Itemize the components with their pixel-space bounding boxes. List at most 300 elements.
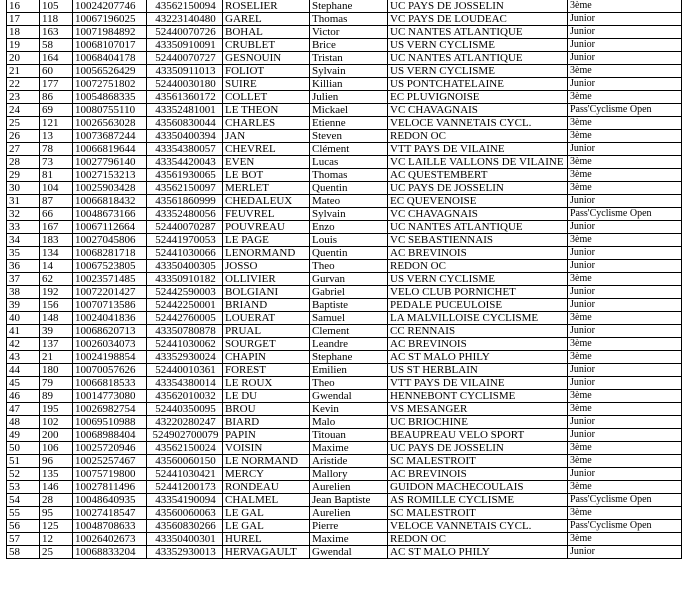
first-name-cell: Enzo: [310, 221, 388, 234]
first-name-cell: Gurvan: [310, 273, 388, 286]
uci-id-cell: 524902700079: [147, 429, 223, 442]
last-name-cell: SUIRE: [223, 78, 310, 91]
uci-id-cell: 43352481001: [147, 104, 223, 117]
table-row: [7, 286, 682, 299]
table-row: [7, 273, 682, 286]
category-cell: 3ème: [568, 312, 682, 325]
first-name-cell: Stephane: [310, 0, 388, 13]
uci-id-cell: 43354190094: [147, 494, 223, 507]
table-row: [7, 65, 682, 78]
last-name-cell: BRIAND: [223, 299, 310, 312]
rank-cell: 19: [7, 39, 40, 52]
bib-number-cell: 164: [40, 52, 73, 65]
club-cell: VELO CLUB PORNICHET: [388, 286, 568, 299]
club-cell: AC QUESTEMBERT: [388, 169, 568, 182]
first-name-cell: Mateo: [310, 195, 388, 208]
bib-number-cell: 118: [40, 13, 73, 26]
club-cell: REDON OC: [388, 260, 568, 273]
table-row: [7, 468, 682, 481]
table-row: [7, 338, 682, 351]
category-cell: Junior: [568, 377, 682, 390]
licence-number-cell: 10072751802: [73, 78, 147, 91]
club-cell: UC PAYS DE JOSSELIN: [388, 0, 568, 13]
last-name-cell: GESNOUIN: [223, 52, 310, 65]
last-name-cell: BOLGIANI: [223, 286, 310, 299]
uci-id-cell: 52441200173: [147, 481, 223, 494]
table-row: [7, 520, 682, 533]
first-name-cell: Theo: [310, 260, 388, 273]
club-cell: US VERN CYCLISME: [388, 273, 568, 286]
bib-number-cell: 66: [40, 208, 73, 221]
uci-id-cell: 43562150094: [147, 0, 223, 13]
club-cell: PEDALE PUCEULOISE: [388, 299, 568, 312]
uci-id-cell: 43561930065: [147, 169, 223, 182]
rank-cell: 40: [7, 312, 40, 325]
category-cell: 3ème: [568, 0, 682, 13]
licence-number-cell: 10048640935: [73, 494, 147, 507]
rank-cell: 24: [7, 104, 40, 117]
rank-cell: 18: [7, 26, 40, 39]
uci-id-cell: 43352930024: [147, 351, 223, 364]
last-name-cell: POUVREAU: [223, 221, 310, 234]
table-row: [7, 507, 682, 520]
last-name-cell: HUREL: [223, 533, 310, 546]
bib-number-cell: 96: [40, 455, 73, 468]
club-cell: AC BREVINOIS: [388, 468, 568, 481]
rank-cell: 50: [7, 442, 40, 455]
category-cell: 3ème: [568, 273, 682, 286]
first-name-cell: Clément: [310, 143, 388, 156]
uci-id-cell: 43561360172: [147, 91, 223, 104]
uci-id-cell: 43350400301: [147, 533, 223, 546]
table-row: [7, 247, 682, 260]
licence-number-cell: 10023571485: [73, 273, 147, 286]
category-cell: Junior: [568, 26, 682, 39]
rank-cell: 17: [7, 13, 40, 26]
uci-id-cell: 43350910182: [147, 273, 223, 286]
club-cell: AC BREVINOIS: [388, 338, 568, 351]
table-row: [7, 195, 682, 208]
bib-number-cell: 148: [40, 312, 73, 325]
table-row: [7, 377, 682, 390]
uci-id-cell: 43354380057: [147, 143, 223, 156]
table-row: [7, 117, 682, 130]
table-row: [7, 533, 682, 546]
category-cell: Junior: [568, 221, 682, 234]
licence-number-cell: 10068833204: [73, 546, 147, 559]
licence-number-cell: 10026402673: [73, 533, 147, 546]
category-cell: Junior: [568, 546, 682, 559]
licence-number-cell: 10025720946: [73, 442, 147, 455]
first-name-cell: Maxime: [310, 442, 388, 455]
uci-id-cell: 43561860999: [147, 195, 223, 208]
club-cell: EC QUEVENOISE: [388, 195, 568, 208]
bib-number-cell: 121: [40, 117, 73, 130]
rank-cell: 34: [7, 234, 40, 247]
rank-cell: 23: [7, 91, 40, 104]
last-name-cell: FOLIOT: [223, 65, 310, 78]
category-cell: Junior: [568, 143, 682, 156]
rank-cell: 54: [7, 494, 40, 507]
rank-cell: 26: [7, 130, 40, 143]
rank-cell: 37: [7, 273, 40, 286]
first-name-cell: Thomas: [310, 169, 388, 182]
last-name-cell: PRUAL: [223, 325, 310, 338]
table-row: [7, 104, 682, 117]
first-name-cell: Titouan: [310, 429, 388, 442]
first-name-cell: Gwendal: [310, 390, 388, 403]
first-name-cell: Louis: [310, 234, 388, 247]
first-name-cell: Stephane: [310, 351, 388, 364]
last-name-cell: RONDEAU: [223, 481, 310, 494]
uci-id-cell: 43560060063: [147, 507, 223, 520]
uci-id-cell: 52440010361: [147, 364, 223, 377]
licence-number-cell: 10071984892: [73, 26, 147, 39]
licence-number-cell: 10025903428: [73, 182, 147, 195]
uci-id-cell: 52442590003: [147, 286, 223, 299]
bib-number-cell: 125: [40, 520, 73, 533]
licence-number-cell: 10048673166: [73, 208, 147, 221]
last-name-cell: LE GAL: [223, 520, 310, 533]
rank-cell: 22: [7, 78, 40, 91]
uci-id-cell: 43350400305: [147, 260, 223, 273]
club-cell: SC MALESTROIT: [388, 455, 568, 468]
uci-id-cell: 43223140480: [147, 13, 223, 26]
first-name-cell: Samuel: [310, 312, 388, 325]
results-table: [6, 0, 682, 559]
club-cell: VELOCE VANNETAIS CYCL.: [388, 520, 568, 533]
rank-cell: 21: [7, 65, 40, 78]
last-name-cell: CHEVREL: [223, 143, 310, 156]
rank-cell: 36: [7, 260, 40, 273]
club-cell: US VERN CYCLISME: [388, 39, 568, 52]
category-cell: Pass'Cyclisme Open: [568, 494, 682, 507]
last-name-cell: LOUERAT: [223, 312, 310, 325]
club-cell: VC SEBASTIENNAIS: [388, 234, 568, 247]
table-row: [7, 325, 682, 338]
rank-cell: 43: [7, 351, 40, 364]
bib-number-cell: 69: [40, 104, 73, 117]
category-cell: 3ème: [568, 156, 682, 169]
rank-cell: 38: [7, 286, 40, 299]
uci-id-cell: 52440030180: [147, 78, 223, 91]
category-cell: Junior: [568, 39, 682, 52]
table-row: [7, 169, 682, 182]
first-name-cell: Quentin: [310, 182, 388, 195]
uci-id-cell: 43352930013: [147, 546, 223, 559]
bib-number-cell: 95: [40, 507, 73, 520]
first-name-cell: Quentin: [310, 247, 388, 260]
table-row: [7, 234, 682, 247]
bib-number-cell: 137: [40, 338, 73, 351]
bib-number-cell: 21: [40, 351, 73, 364]
category-cell: 3ème: [568, 65, 682, 78]
rank-cell: 25: [7, 117, 40, 130]
uci-id-cell: 43350400394: [147, 130, 223, 143]
category-cell: Junior: [568, 468, 682, 481]
table-row: [7, 481, 682, 494]
club-cell: AC BREVINOIS: [388, 247, 568, 260]
club-cell: LA MALVILLOISE CYCLISME: [388, 312, 568, 325]
last-name-cell: LE DU: [223, 390, 310, 403]
licence-number-cell: 10024041836: [73, 312, 147, 325]
club-cell: UC NANTES ATLANTIQUE: [388, 26, 568, 39]
last-name-cell: JAN: [223, 130, 310, 143]
club-cell: UC BRIOCHINE: [388, 416, 568, 429]
last-name-cell: JOSSO: [223, 260, 310, 273]
table-row: [7, 0, 682, 13]
last-name-cell: LE THEON: [223, 104, 310, 117]
category-cell: 3ème: [568, 234, 682, 247]
category-cell: Junior: [568, 364, 682, 377]
first-name-cell: Victor: [310, 26, 388, 39]
category-cell: Junior: [568, 78, 682, 91]
first-name-cell: Thomas: [310, 13, 388, 26]
results-table-body: [7, 0, 682, 559]
first-name-cell: Gabriel: [310, 286, 388, 299]
table-row: [7, 52, 682, 65]
licence-number-cell: 10024207746: [73, 0, 147, 13]
table-row: [7, 91, 682, 104]
category-cell: Junior: [568, 286, 682, 299]
licence-number-cell: 10068107017: [73, 39, 147, 52]
licence-number-cell: 10070713586: [73, 299, 147, 312]
rank-cell: 47: [7, 403, 40, 416]
uci-id-cell: 43354380014: [147, 377, 223, 390]
last-name-cell: LENORMAND: [223, 247, 310, 260]
category-cell: 3ème: [568, 455, 682, 468]
last-name-cell: HERVAGAULT: [223, 546, 310, 559]
last-name-cell: FOREST: [223, 364, 310, 377]
category-cell: Junior: [568, 13, 682, 26]
first-name-cell: Tristan: [310, 52, 388, 65]
bib-number-cell: 134: [40, 247, 73, 260]
category-cell: Pass'Cyclisme Open: [568, 104, 682, 117]
club-cell: US PONTCHATELAINE: [388, 78, 568, 91]
uci-id-cell: 43220280247: [147, 416, 223, 429]
category-cell: Junior: [568, 416, 682, 429]
table-row: [7, 208, 682, 221]
bib-number-cell: 58: [40, 39, 73, 52]
last-name-cell: CHEDALEUX: [223, 195, 310, 208]
bib-number-cell: 12: [40, 533, 73, 546]
uci-id-cell: 52440070726: [147, 26, 223, 39]
table-row: [7, 130, 682, 143]
table-row: [7, 312, 682, 325]
last-name-cell: MERLET: [223, 182, 310, 195]
club-cell: AC ST MALO PHILY: [388, 351, 568, 364]
first-name-cell: Gwendal: [310, 546, 388, 559]
bib-number-cell: 14: [40, 260, 73, 273]
last-name-cell: CHARLES: [223, 117, 310, 130]
last-name-cell: CHALMEL: [223, 494, 310, 507]
rank-cell: 41: [7, 325, 40, 338]
uci-id-cell: 43352480056: [147, 208, 223, 221]
first-name-cell: Steven: [310, 130, 388, 143]
bib-number-cell: 106: [40, 442, 73, 455]
category-cell: 3ème: [568, 169, 682, 182]
first-name-cell: Baptiste: [310, 299, 388, 312]
licence-number-cell: 10080755110: [73, 104, 147, 117]
bib-number-cell: 104: [40, 182, 73, 195]
bib-number-cell: 62: [40, 273, 73, 286]
last-name-cell: BIARD: [223, 416, 310, 429]
rank-cell: 56: [7, 520, 40, 533]
licence-number-cell: 10075719800: [73, 468, 147, 481]
last-name-cell: LE PAGE: [223, 234, 310, 247]
licence-number-cell: 10067523805: [73, 260, 147, 273]
table-row: [7, 403, 682, 416]
last-name-cell: BOHAL: [223, 26, 310, 39]
uci-id-cell: 43562150097: [147, 182, 223, 195]
bib-number-cell: 79: [40, 377, 73, 390]
licence-number-cell: 10027153213: [73, 169, 147, 182]
last-name-cell: COLLET: [223, 91, 310, 104]
bib-number-cell: 183: [40, 234, 73, 247]
last-name-cell: EVEN: [223, 156, 310, 169]
licence-number-cell: 10014773080: [73, 390, 147, 403]
bib-number-cell: 39: [40, 325, 73, 338]
first-name-cell: Sylvain: [310, 208, 388, 221]
rank-cell: 32: [7, 208, 40, 221]
club-cell: VELOCE VANNETAIS CYCL.: [388, 117, 568, 130]
category-cell: 3ème: [568, 442, 682, 455]
bib-number-cell: 146: [40, 481, 73, 494]
licence-number-cell: 10069510988: [73, 416, 147, 429]
rank-cell: 30: [7, 182, 40, 195]
bib-number-cell: 195: [40, 403, 73, 416]
first-name-cell: Lucas: [310, 156, 388, 169]
category-cell: 3ème: [568, 91, 682, 104]
first-name-cell: Julien: [310, 91, 388, 104]
club-cell: GUIDON MACHECOULAIS: [388, 481, 568, 494]
uci-id-cell: 52440070727: [147, 52, 223, 65]
category-cell: Pass'Cyclisme Open: [568, 208, 682, 221]
club-cell: VTT PAYS DE VILAINE: [388, 377, 568, 390]
uci-id-cell: 52441030421: [147, 468, 223, 481]
table-row: [7, 156, 682, 169]
rank-cell: 45: [7, 377, 40, 390]
table-row: [7, 26, 682, 39]
rank-cell: 46: [7, 390, 40, 403]
bib-number-cell: 73: [40, 156, 73, 169]
rank-cell: 31: [7, 195, 40, 208]
table-row: [7, 299, 682, 312]
licence-number-cell: 10072201427: [73, 286, 147, 299]
licence-number-cell: 10026982754: [73, 403, 147, 416]
table-row: [7, 143, 682, 156]
licence-number-cell: 10067112664: [73, 221, 147, 234]
club-cell: REDON OC: [388, 130, 568, 143]
club-cell: REDON OC: [388, 533, 568, 546]
bib-number-cell: 102: [40, 416, 73, 429]
licence-number-cell: 10066818533: [73, 377, 147, 390]
rank-cell: 58: [7, 546, 40, 559]
bib-number-cell: 25: [40, 546, 73, 559]
rank-cell: 53: [7, 481, 40, 494]
uci-id-cell: 43560830266: [147, 520, 223, 533]
licence-number-cell: 10070057626: [73, 364, 147, 377]
category-cell: Junior: [568, 52, 682, 65]
licence-number-cell: 10048708633: [73, 520, 147, 533]
club-cell: BEAUPREAU VELO SPORT: [388, 429, 568, 442]
last-name-cell: GAREL: [223, 13, 310, 26]
last-name-cell: MERCY: [223, 468, 310, 481]
club-cell: SC MALESTROIT: [388, 507, 568, 520]
uci-id-cell: 52441970053: [147, 234, 223, 247]
table-row: [7, 416, 682, 429]
category-cell: 3ème: [568, 390, 682, 403]
club-cell: UC PAYS DE JOSSELIN: [388, 442, 568, 455]
club-cell: VC CHAVAGNAIS: [388, 208, 568, 221]
category-cell: 3ème: [568, 403, 682, 416]
uci-id-cell: 52442250001: [147, 299, 223, 312]
licence-number-cell: 10066818432: [73, 195, 147, 208]
uci-id-cell: 43560060150: [147, 455, 223, 468]
last-name-cell: OLLIVIER: [223, 273, 310, 286]
club-cell: VS MESANGER: [388, 403, 568, 416]
club-cell: AC ST MALO PHILY: [388, 546, 568, 559]
category-cell: 3ème: [568, 130, 682, 143]
last-name-cell: PAPIN: [223, 429, 310, 442]
club-cell: VC LAILLE VALLONS DE VILAINE: [388, 156, 568, 169]
first-name-cell: Aurelien: [310, 507, 388, 520]
table-row: [7, 429, 682, 442]
rank-cell: 49: [7, 429, 40, 442]
uci-id-cell: 43562150024: [147, 442, 223, 455]
last-name-cell: BROU: [223, 403, 310, 416]
first-name-cell: Jean Baptiste: [310, 494, 388, 507]
rank-cell: 57: [7, 533, 40, 546]
first-name-cell: Maxime: [310, 533, 388, 546]
last-name-cell: ROSELIER: [223, 0, 310, 13]
rank-cell: 28: [7, 156, 40, 169]
first-name-cell: Aristide: [310, 455, 388, 468]
licence-number-cell: 10073687244: [73, 130, 147, 143]
rank-cell: 51: [7, 455, 40, 468]
first-name-cell: Sylvain: [310, 65, 388, 78]
table-row: [7, 182, 682, 195]
club-cell: US ST HERBLAIN: [388, 364, 568, 377]
table-row: [7, 494, 682, 507]
bib-number-cell: 167: [40, 221, 73, 234]
first-name-cell: Aurelien: [310, 481, 388, 494]
rank-cell: 44: [7, 364, 40, 377]
bib-number-cell: 200: [40, 429, 73, 442]
uci-id-cell: 43560830044: [147, 117, 223, 130]
rank-cell: 16: [7, 0, 40, 13]
last-name-cell: LE ROUX: [223, 377, 310, 390]
rank-cell: 42: [7, 338, 40, 351]
uci-id-cell: 52440070287: [147, 221, 223, 234]
category-cell: 3ème: [568, 481, 682, 494]
category-cell: 3ème: [568, 533, 682, 546]
licence-number-cell: 10027811496: [73, 481, 147, 494]
club-cell: UC NANTES ATLANTIQUE: [388, 52, 568, 65]
licence-number-cell: 10068620713: [73, 325, 147, 338]
table-row: [7, 390, 682, 403]
licence-number-cell: 10068988404: [73, 429, 147, 442]
club-cell: VTT PAYS DE VILAINE: [388, 143, 568, 156]
rank-cell: 35: [7, 247, 40, 260]
category-cell: Junior: [568, 429, 682, 442]
uci-id-cell: 43350910091: [147, 39, 223, 52]
bib-number-cell: 156: [40, 299, 73, 312]
table-row: [7, 39, 682, 52]
uci-id-cell: 43562010032: [147, 390, 223, 403]
last-name-cell: SOURGET: [223, 338, 310, 351]
uci-id-cell: 52441030062: [147, 338, 223, 351]
